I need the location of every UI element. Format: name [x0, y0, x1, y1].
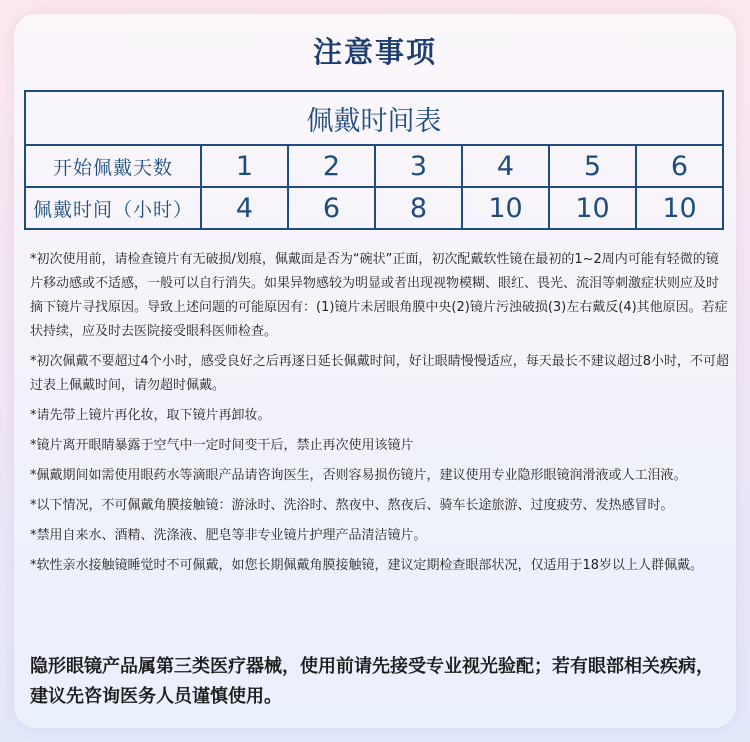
note-item: *以下情况，不可佩戴角膜接触镜：游泳时、洗浴时、熬夜中、熬夜后、骑车长途旅游、过度疲劳、发热感冒时。: [30, 498, 674, 513]
page-title: 注意事项: [312, 35, 437, 69]
note-item: *初次佩戴不要超过4个小时，感受良好之后再逐日延长佩戴时间，好让眼睛慢慢适应，每天最长不建议超过8小时，不可超过表上佩戴时间，请勿超时佩戴。: [30, 354, 730, 393]
note-item: *软性亲水接触镜睡觉时不可佩戴，如您长期佩戴角膜接触镜，建议定期检查眼部状况，仅适用于18岁以上人群佩戴。: [30, 558, 704, 573]
table-caption: 佩戴时间表: [25, 91, 723, 145]
hours-cell: 4: [201, 187, 288, 229]
wear-schedule-table: [24, 90, 724, 230]
medical-device-warning: 隐形眼镜产品属第三类医疗器械，使用前请先接受专业视光验配；若有眼部相关疾病，建议先咨询医务人员谨慎使用。: [30, 656, 714, 707]
note-item: *请先带上镜片再化妆，取下镜片再卸妆。: [30, 408, 271, 423]
day-cell: 6: [636, 145, 723, 187]
hours-cell: 10: [462, 187, 549, 229]
day-cell: 4: [462, 145, 549, 187]
day-cell: 1: [201, 145, 288, 187]
hours-cell: 10: [636, 187, 723, 229]
day-cell: 3: [375, 145, 462, 187]
notes-list: [30, 248, 730, 584]
note-item: *禁用自来水、酒精、洗涤液、肥皂等非专业镜片护理产品清洁镜片。: [30, 528, 427, 543]
hours-cell: 10: [549, 187, 636, 229]
table-caption-row: [25, 91, 723, 145]
day-row-label: 开始佩戴天数: [25, 145, 201, 187]
hours-row-label: 佩戴时间（小时）: [25, 187, 201, 229]
hours-cell: 6: [288, 187, 375, 229]
table-row-days: [25, 145, 723, 187]
note-item: *初次使用前，请检查镜片有无破损/划痕，佩戴面是否为“碗状”正面，初次配戴软性镜在最初的1~2周内可能有轻微的镜片移动感或不适感，一般可以自行消失。如果异物感较为明显或者出现视物模糊、眼红、畏光、流泪等刺激症状则应及时摘下镜片寻找原因。导致上述问题的可能原因有：(1)镜片未居眼角膜中央(2)镜片污浊破损(3)左右戴反(4)其他原因。若症状持续，应及时去医院接受眼科医师检查。: [30, 252, 728, 339]
note-item: *佩戴期间如需使用眼药水等滴眼产品请咨询医生，否则容易损伤镜片，建议使用专业隐形眼镜润滑液或人工泪液。: [30, 468, 687, 483]
table-row-hours: [25, 187, 723, 229]
hours-cell: 8: [375, 187, 462, 229]
note-item: *镜片离开眼睛暴露于空气中一定时间变干后，禁止再次使用该镜片: [30, 438, 414, 453]
day-cell: 5: [549, 145, 636, 187]
day-cell: 2: [288, 145, 375, 187]
